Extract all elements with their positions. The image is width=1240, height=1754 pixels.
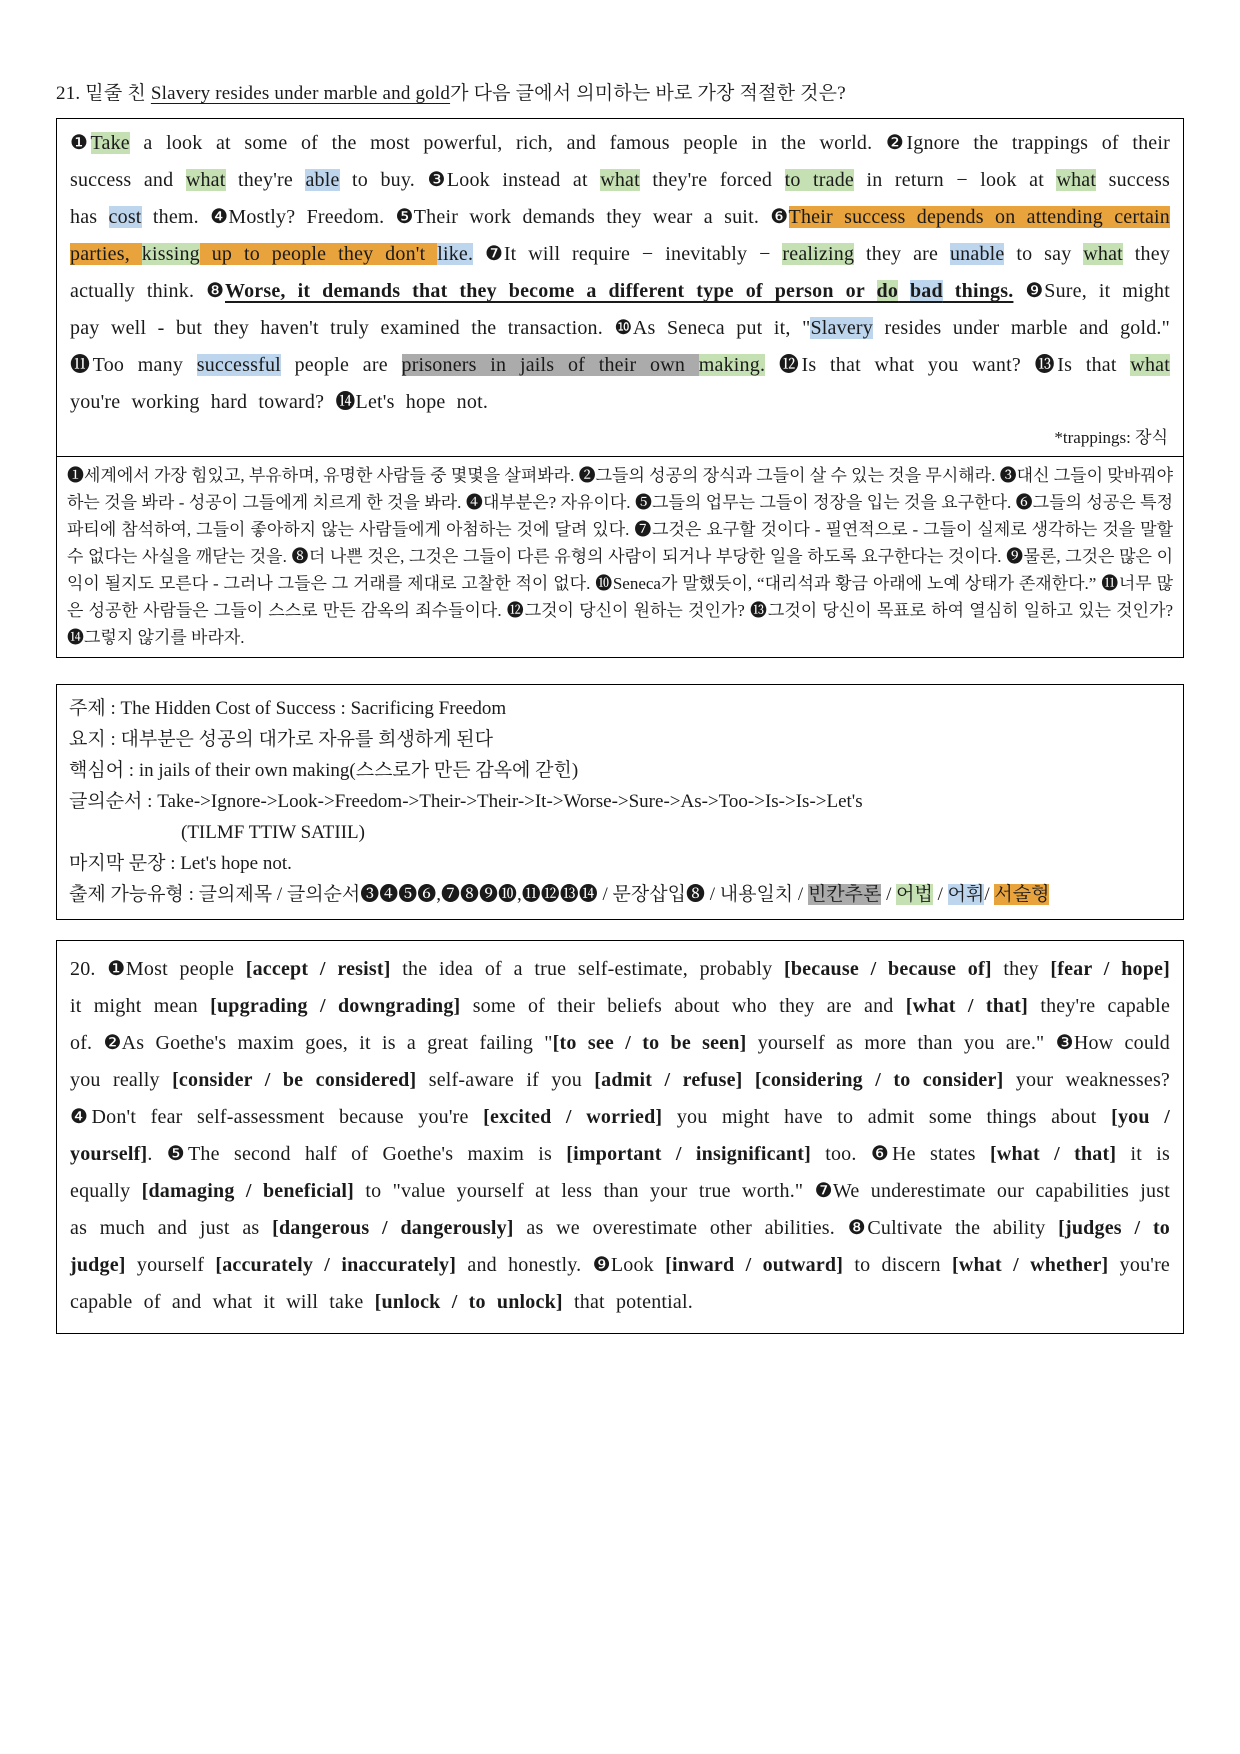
text-segment: [what / whether]: [951, 1254, 1109, 1277]
text-segment: [unlock / to unlock]: [374, 1291, 563, 1314]
text-segment: it is equally: [70, 1143, 1171, 1203]
text-segment: 어휘: [947, 884, 985, 906]
text-segment: too. ❻He states: [810, 1143, 990, 1166]
text-segment: ❶: [70, 132, 91, 154]
text-segment: a look at some of the most powerful, rich, and famous people in the world. ❷Ignore the trappings of their success and: [70, 132, 1170, 191]
text-segment: bad: [909, 280, 943, 302]
text-segment: 가 다음 글에서 의미하는 바로 가장 적절한 것은?: [450, 83, 846, 104]
text-segment: what: [1056, 169, 1097, 191]
text-segment: [you / yourself]: [70, 1106, 1170, 1166]
text-segment: them. ❹Mostly? Freedom. ❺Their work demands they wear a suit. ❻: [141, 206, 789, 228]
text-segment: what: [600, 169, 640, 191]
text-segment: you're working hard toward? ⓮Let's hope not.: [70, 391, 489, 413]
text-segment: things.: [942, 280, 1014, 302]
text-segment: in return − look at: [853, 169, 1057, 191]
question-20-box: [56, 940, 1184, 1334]
text-segment: yourself: [125, 1254, 216, 1277]
text-segment: Their success depends on attending certain parties,: [70, 206, 1170, 265]
passage-footnote: *trappings: 장식: [1054, 428, 1168, 447]
text-segment: successful: [196, 354, 281, 376]
text-segment: [judges / to judge]: [70, 1217, 1171, 1277]
summary-topic-line: [69, 693, 1171, 724]
text-segment: able: [305, 169, 340, 191]
text-segment: they actually think. ❽: [70, 243, 1171, 302]
text-segment: 출제 가능유형 : 글의제목 / 글의순서❸❹❺❻,❼❽❾❿,⓫⓬⓭⓮ / 문장삽입❽ / 내용일치 /: [69, 884, 808, 906]
summary-order-line: [69, 786, 1171, 817]
text-segment: they're: [225, 169, 306, 191]
text-segment: what: [1083, 243, 1123, 265]
text-segment: to trade: [784, 169, 854, 191]
text-segment: realizing: [782, 243, 855, 265]
text-segment: the idea of a true self-estimate, probably: [390, 958, 784, 981]
text-segment: like.: [437, 243, 474, 265]
text-segment: /: [984, 884, 995, 906]
question-21-passage-box: [56, 118, 1184, 458]
text-segment: 21. 밑줄 친: [56, 83, 151, 104]
text-segment: [898, 280, 910, 302]
text-segment: Worse, it demands that they become a different type of person or: [225, 280, 877, 302]
text-segment: they're forced: [639, 169, 785, 191]
text-segment: they are: [854, 243, 950, 265]
text-segment: [accurately / inaccurately]: [215, 1254, 457, 1277]
text-segment: to discern: [843, 1254, 952, 1277]
question-21-title: [56, 78, 1184, 105]
text-segment: [important / insignificant]: [566, 1143, 811, 1166]
analysis-summary-box: [56, 684, 1184, 920]
text-segment: ❼It will require − inevitably −: [473, 243, 783, 265]
text-segment: to "value yourself at less than your true worth." ❼We underestimate our capabilities just as much and just as: [70, 1180, 1170, 1240]
text-segment: people are: [280, 354, 402, 376]
text-segment: [admit / refuse]: [594, 1069, 743, 1092]
english-passage: [70, 125, 1170, 421]
text-segment: and honestly. ❾Look: [456, 1254, 666, 1277]
text-segment: Slavery resides under marble and gold: [150, 83, 451, 104]
text-segment: ❾Sure, it might pay well - but they haven't truly examined the transaction. ❿As Seneca put it, ": [70, 280, 1170, 339]
text-segment: to say: [1004, 243, 1084, 265]
summary-last-sentence-line: [69, 848, 1171, 879]
text-segment: to buy. ❸Look instead at: [339, 169, 601, 191]
text-segment: /: [932, 884, 948, 906]
text-segment: unable: [949, 243, 1005, 265]
text-segment: Slavery: [810, 317, 873, 339]
text-segment: [dangerous / dangerously]: [272, 1217, 514, 1240]
text-segment: some of their beliefs about who they are and: [460, 995, 906, 1018]
text-segment: [to see / to be seen]: [552, 1032, 747, 1055]
text-segment: that potential.: [562, 1291, 693, 1314]
text-segment: [743, 1069, 755, 1091]
text-segment: as we overestimate other abilities. ❽Cultivate the ability: [513, 1217, 1059, 1240]
text-segment: it might mean: [70, 995, 211, 1018]
text-segment: 서술형: [994, 884, 1050, 906]
text-segment: ⓬Is that what you want? ⓭Is that: [765, 354, 1131, 376]
text-segment: resides under marble and gold." ⓫Too many: [70, 317, 1170, 376]
text-segment: 빈칸추론: [807, 884, 882, 906]
text-segment: 마지막 문장 : Let's hope not.: [69, 853, 292, 875]
text-segment: kissing: [141, 243, 200, 265]
text-segment: you might have to admit some things about: [662, 1106, 1112, 1129]
worksheet-page: [56, 0, 1184, 1334]
text-segment: what: [1130, 354, 1170, 376]
text-segment: Take: [90, 132, 130, 154]
text-segment: [fear / hope]: [1050, 958, 1170, 981]
text-segment: yourself as more than you are." ❸How could you really: [70, 1032, 1170, 1092]
text-segment: your weaknesses? ❹Don't fear self-assessment because you're: [70, 1069, 1171, 1129]
text-segment: up to people they don't: [199, 243, 438, 265]
text-segment: you're capable of and what it will take: [70, 1254, 1171, 1314]
text-segment: [what / that]: [989, 1143, 1117, 1166]
summary-gist-line: [69, 724, 1171, 755]
text-segment: they're capable of. ❷As Goethe's maxim goes, it is a great failing ": [70, 995, 1171, 1055]
text-segment: [excited / worried]: [483, 1106, 663, 1129]
summary-keyword-line: [69, 755, 1171, 786]
text-segment: success has: [70, 169, 1170, 228]
text-segment: they: [991, 958, 1051, 981]
summary-question-types-line: [69, 879, 1171, 910]
text-segment: [inward / outward]: [665, 1254, 844, 1277]
text-segment: [accept / resist]: [245, 958, 391, 981]
text-segment: [considering / to consider]: [754, 1069, 1004, 1092]
text-segment: [because / because of]: [783, 958, 992, 981]
text-segment: 요지 : 대부분은 성공의 대가로 자유를 희생하게 된다: [69, 729, 493, 751]
korean-translation: ❶세계에서 가장 힘있고, 부유하며, 유명한 사람들 중 몇몇을 살펴봐라. ❷그들의 성공의 장식과 그들이 살 수 있는 것을 무시해라. ❸대신 그들이 맞바꿔야 하는 것을 봐라 - 성공이 그들에게 치르게 한 것을 봐라. ❹대부분은? 자유이다. ❺그들의 업무는 그들이 정장을 입는 것을 요구한다. ❻그들의 성공은 특정 파티에 참석하여, 그들이 좋아하지 않는 사람들에게 아첨하는 것에 달려 있다. ❼그것은 요구할 것이다 - 필연적으로 - 그들이 실제로 생각하는 것을 말할 수 없다는 사실을 깨닫는 것을. ❽더 나쁜 것은, 그것은 그들이 다른 유형의 사람이 되거나 부당한 일을 하도록 요구한다는 것이다. ❾물론, 그것은 많은 이익이 될지도 모른다 - 그러나 그들은 그 거래를 제대로 고찰한 적이 없다. ❿Seneca가 말했듯이, “대리석과 황금 아래에 노예 상태가 존재한다.” ⓫너무 많은 성공한 사람들은 그들이 스스로 만든 감옥의 죄수들이다. ⓬그것이 당신이 원하는 것인가? ⓭그것이 당신이 목표로 하여 열심히 일하고 있는 것인가? ⓮그렇지 않기를 바라자.: [67, 466, 1173, 648]
text-segment: 20. ❶Most people: [70, 958, 246, 981]
text-segment: making.: [698, 354, 766, 376]
text-segment: 핵심어 : in jails of their own making(스스로가 만든 감옥에 갇힌): [69, 760, 579, 782]
text-segment: self-aware if you: [416, 1069, 595, 1092]
text-segment: prisoners in jails of their own: [401, 354, 699, 376]
text-segment: cost: [108, 206, 142, 228]
text-segment: . ❺The second half of Goethe's maxim is: [147, 1143, 567, 1166]
text-segment: [upgrading / downgrading]: [210, 995, 461, 1018]
text-segment: do: [876, 280, 899, 302]
korean-translation-box: [56, 456, 1184, 658]
text-segment: 주제 : The Hidden Cost of Success : Sacrificing Freedom: [69, 698, 507, 720]
text-segment: [consider / be considered]: [172, 1069, 417, 1092]
text-segment: 글의순서 : Take->Ignore->Look->Freedom->Their->Their->It->Worse->Sure->As->Too->Is->Is->Let's: [69, 791, 863, 813]
text-segment: [what / that]: [905, 995, 1029, 1018]
text-segment: what: [185, 169, 226, 191]
text-segment: [damaging / beneficial]: [141, 1180, 355, 1203]
question-20-passage: [70, 951, 1170, 1321]
text-segment: (TILMF TTIW SATIIL): [181, 822, 365, 844]
text-segment: /: [881, 884, 897, 906]
summary-order-mnemonic-line: [69, 817, 1171, 848]
text-segment: 어법: [896, 884, 933, 906]
